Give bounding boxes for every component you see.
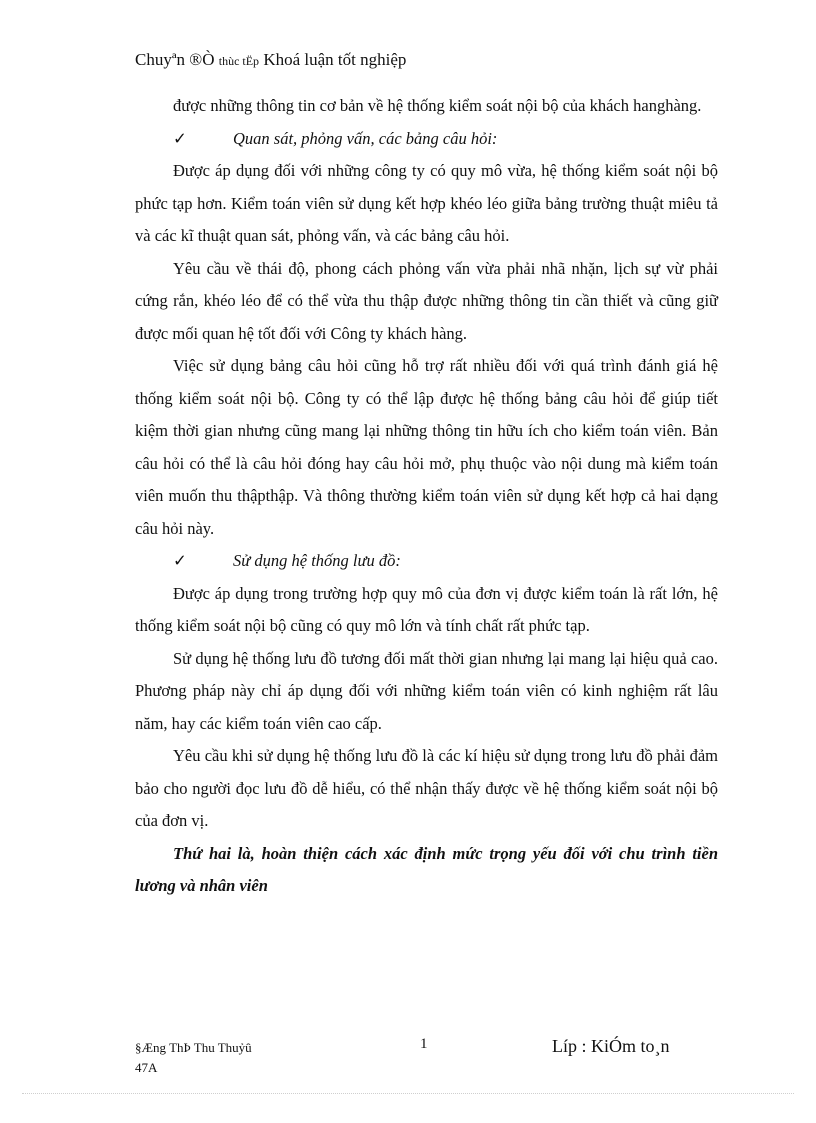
footer-class-code: 47A [135, 1060, 158, 1075]
paragraph: Việc sử dụng bảng câu hỏi cũng hỗ trợ rất nhiều đối với quá trình đánh giá hệ thống kiểm soát nội bộ. Công ty có thể lập được hệ thống bảng câu hỏi để giúp tiết kiệm thời gian nhưng cũng mang lại những thông tin hữu ích cho kiểm toán viên. Bản câu hỏi có thể là câu hỏi đóng hay câu hỏi mở, phụ thuộc vào nội dung mà kiểm toán viên muốn thu thậpthập. Và thông thường kiểm toán viên sử dụng kết hợp cả hai dạng câu hỏi này. [135, 356, 718, 538]
paragraph: Yêu cầu khi sử dụng hệ thống lưu đồ là các kí hiệu sử dụng trong lưu đồ phải đảm bảo cho người đọc lưu đồ dễ hiểu, có thể nhận thấy được về hệ thống kiểm soát nội bộ của đơn vị. [135, 746, 718, 830]
checklist-label: Sử dụng hệ thống lưu đồ: [233, 551, 401, 570]
header-part2: thùc tËp [218, 54, 260, 68]
paragraph: Được áp dụng trong trường hợp quy mô của đơn vị được kiểm toán là rất lớn, hệ thống kiểm soát nội bộ cũng có quy mô lớn và tính chất rất phức tạp. [135, 583, 718, 635]
header-part3: Khoá luận tốt nghiệp [259, 50, 407, 69]
paragraph: Yêu cầu về thái độ, phong cách phỏng vấn vừa phải nhã nhặn, lịch sự vừ phải cứng rắn, khéo léo để có thể vừa thu thập được những thông tin cần thiết và cũng giữ được mối quan hệ tốt đối với Công ty khách hàng. [135, 258, 718, 343]
checklist-label: Quan sát, phỏng vấn, các bảng câu hỏi: [233, 128, 498, 148]
footer-class-label: Líp : KiÓm to¸n [552, 1036, 670, 1056]
page-bottom-divider [22, 1093, 794, 1094]
check-icon: ✓ [173, 551, 187, 570]
section-heading: Thứ hai là, hoàn thiện cách xác định mức trọng yếu đối với chu trình tiền lương và nhân viên [135, 843, 718, 895]
paragraph: Sử dụng hệ thống lưu đồ tương đối mất thời gian nhưng lại mang lại hiệu quả cao. Phương pháp này chỉ áp dụng đối với những kiểm toán viên có kinh nghiệm rất lâu năm, hay các kiểm toán viên cao cấp. [135, 648, 718, 733]
footer-author-suffix: û [245, 1040, 252, 1055]
page-body [135, 90, 718, 903]
checklist-item [135, 123, 718, 156]
page-header [135, 48, 406, 73]
paragraph: Được áp dụng đối với những công ty có quy mô vừa, hệ thống kiểm soát nội bộ phức tạp hơn. Kiểm toán viên sử dụng kết hợp khéo léo giữa bảng trường thuật miêu tả và các kĩ thuật quan sát, phỏng vấn, và các bảng câu hỏi. [135, 161, 718, 245]
footer-author: §Æng ThÞ Thu Thuỷ [135, 1040, 246, 1055]
footer-author-block [135, 1038, 335, 1078]
check-icon: ✓ [173, 128, 187, 148]
header-part1: Chuyªn ®Ò [135, 50, 219, 69]
checklist-item [135, 545, 718, 578]
paragraph: được những thông tin cơ bản về hệ thống kiểm soát nội bộ của khách hanghàng. [173, 96, 702, 115]
page-number: 1 [420, 1036, 428, 1052]
